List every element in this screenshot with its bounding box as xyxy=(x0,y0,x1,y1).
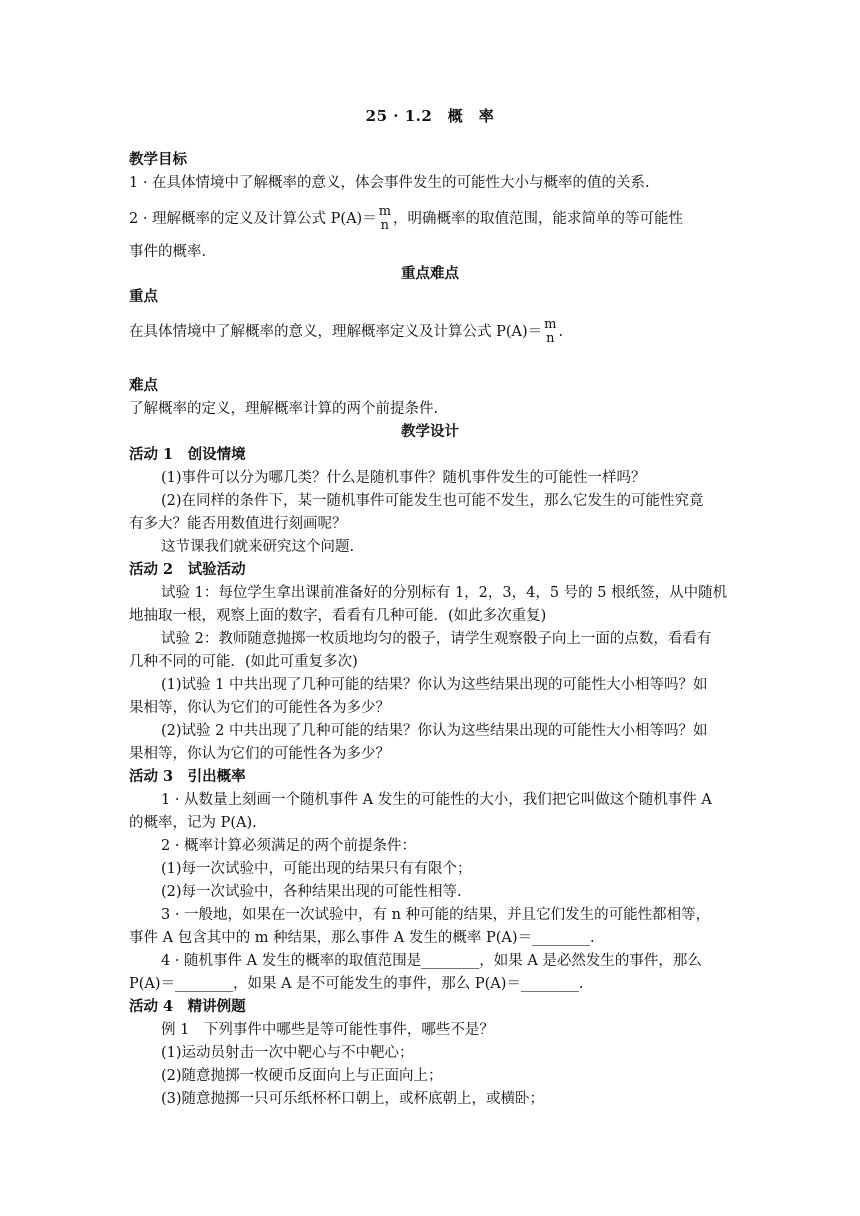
activity-2-question-2: (2)试验 2 中共出现了几种可能的结果？你认为这些结果出现的可能性大小相等吗？如 xyxy=(161,723,708,739)
activity-3-condition-1: (1)每一次试验中，可能出现的结果只有有限个； xyxy=(161,861,472,877)
activity-2-question-1-continued: 果相等，你认为它们的可能性各为多少？ xyxy=(129,700,390,716)
activity-3-point-3: 3 · 一般地，如果在一次试验中，有 n 种可能的结果，并且它们发生的可能性都相等， xyxy=(161,907,711,923)
activity-3-point-1: 1 · 从数量上刻画一个随机事件 A 发生的可能性的大小，我们把它叫做这个随机事件 A xyxy=(161,792,712,808)
probability-fraction xyxy=(379,205,391,233)
key-point-suffix: . xyxy=(558,324,564,340)
activity-3-heading: 活动 3 引出概率 xyxy=(129,768,246,785)
example-1-question: 例 1 下列事件中哪些是等可能性事件，哪些不是？ xyxy=(161,1022,494,1038)
difficulty-heading: 难点 xyxy=(129,377,158,394)
difficulty-text: 了解概率的定义，理解概率计算的两个前提条件. xyxy=(129,401,439,417)
activity-2-heading: 活动 2 试验活动 xyxy=(129,561,246,578)
goal-2-continued: 事件的概率. xyxy=(129,244,207,260)
activity-1-question-1: (1)事件可以分为哪几类？什么是随机事件？随机事件发生的可能性一样吗？ xyxy=(161,470,646,486)
activity-3-condition-2: (2)每一次试验中，各种结果出现的可能性相等. xyxy=(161,884,462,900)
goal-1: 1 · 在具体情境中了解概率的意义，体会事件发生的可能性大小与概率的值的关系. xyxy=(129,175,650,191)
activity-2-trial-2-continued: 几种不同的可能．(如此可重复多次) xyxy=(129,654,358,670)
key-point-prefix: 在具体情境中了解概率的意义，理解概率定义及计算公式 P(A)＝ xyxy=(129,324,543,340)
key-point-text xyxy=(129,318,731,346)
activity-3-point-1-continued: 的概率，记为 P(A). xyxy=(129,815,257,831)
goal-2 xyxy=(129,205,731,233)
goal-2-prefix: 2 · 理解概率的定义及计算公式 P(A)＝ xyxy=(129,211,377,227)
activity-4-heading: 活动 4 精讲例题 xyxy=(129,998,246,1015)
activity-2-question-2-continued: 果相等，你认为它们的可能性各为多少？ xyxy=(129,746,390,762)
example-1-item-2: (2)随意抛掷一枚硬币反面向上与正面向上； xyxy=(161,1068,443,1084)
activity-2-trial-2: 试验 2：教师随意抛掷一枚质地均匀的骰子，请学生观察骰子向上一面的点数，看看有 xyxy=(161,631,712,647)
fraction-denominator: n xyxy=(380,218,390,233)
example-1-item-3: (3)随意抛掷一只可乐纸杯杯口朝上，或杯底朝上，或横卧； xyxy=(161,1091,545,1107)
activity-3-point-4: 4 · 随机事件 A 发生的概率的取值范围是________，如果 A 是必然发生的事件，那么 xyxy=(161,953,702,969)
activity-2-trial-1: 试验 1：每位学生拿出课前准备好的分别标有 1，2，3，4，5 号的 5 根纸签，从中随机 xyxy=(161,585,728,601)
example-1-item-1: (1)运动员射击一次中靶心与不中靶心； xyxy=(161,1045,414,1061)
key-point-heading: 重点 xyxy=(129,288,158,305)
activity-3-point-3-continued: 事件 A 包含其中的 m 种结果，那么事件 A 发生的概率 P(A)＝________. xyxy=(129,930,595,946)
activity-1-question-2: (2)在同样的条件下，某一随机事件可能发生也可能不发生，那么它发生的可能性究竟 xyxy=(161,493,704,509)
activity-1-note: 这节课我们就来研究这个问题. xyxy=(161,539,355,555)
goal-2-suffix: ，明确概率的取值范围，能求简单的等可能性 xyxy=(393,211,684,227)
activity-1-heading: 活动 1 创设情境 xyxy=(129,446,246,463)
goals-heading: 教学目标 xyxy=(129,151,187,168)
activity-1-question-2-continued: 有多大？能否用数值进行刻画呢？ xyxy=(129,516,347,532)
fraction-numerator: m xyxy=(378,204,392,219)
activity-2-trial-1-continued: 地抽取一根，观察上面的数字，看看有几种可能．(如此多次重复) xyxy=(129,608,547,624)
activity-2-question-1: (1)试验 1 中共出现了几种可能的结果？你认为这些结果出现的可能性大小相等吗？如 xyxy=(161,677,708,693)
activity-3-point-2: 2 · 概率计算必须满足的两个前提条件： xyxy=(161,838,417,854)
fraction-denominator: n xyxy=(546,331,555,346)
key-point-fraction xyxy=(544,318,556,346)
key-difficulty-heading: 重点难点 xyxy=(401,265,459,282)
design-heading: 教学设计 xyxy=(401,423,459,440)
activity-3-point-4-continued: P(A)＝________，如果 A 是不可能发生的事件，那么 P(A)＝________. xyxy=(129,976,584,992)
page-title: 25 · 1.2 概 率 xyxy=(365,107,495,125)
fraction-numerator: m xyxy=(544,317,557,332)
